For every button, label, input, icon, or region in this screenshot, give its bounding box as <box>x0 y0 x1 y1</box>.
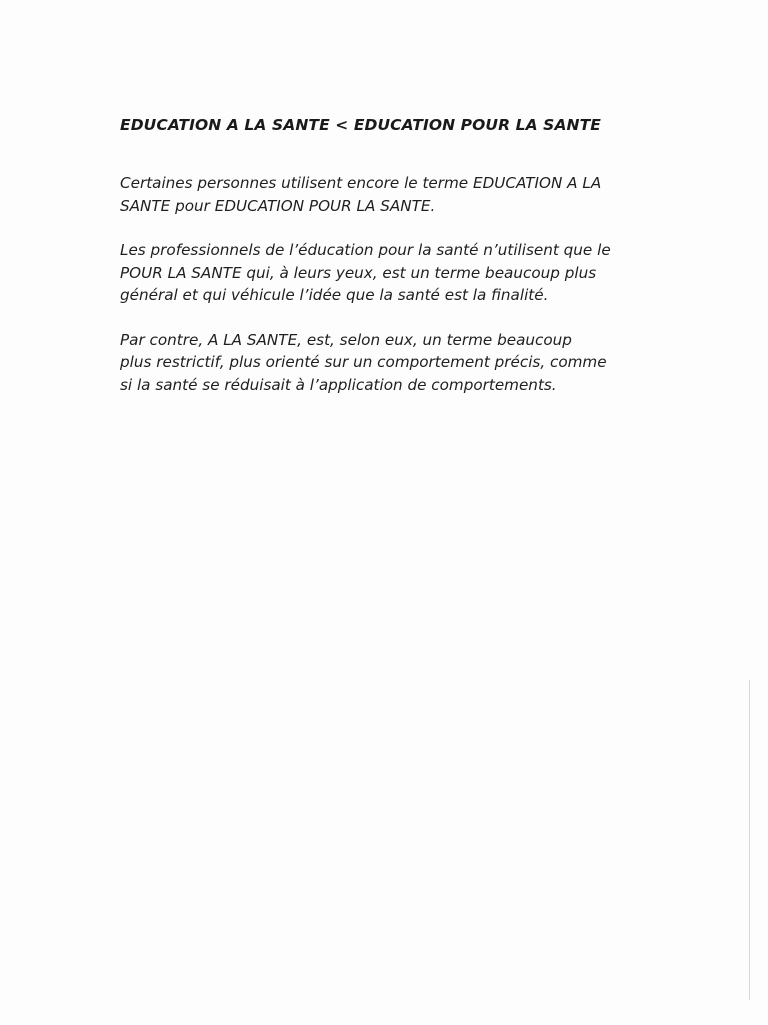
document-title: EDUCATION A LA SANTE < EDUCATION POUR LA SANTE <box>120 116 601 134</box>
scan-edge-line <box>749 680 750 1000</box>
paragraph-1 <box>120 172 680 217</box>
paragraph-line: Les professionnels de l’éducation pour la santé n’utilisent que le <box>120 241 611 259</box>
paragraph-3 <box>120 329 680 397</box>
paragraph-line: si la santé se réduisait à l’application de comportements. <box>120 375 557 394</box>
paragraph-line: Certaines personnes utilisent encore le terme EDUCATION A LA <box>120 174 602 192</box>
document-content <box>120 116 680 418</box>
paragraph-2 <box>120 239 680 307</box>
paragraph-line: général et qui véhicule l’idée que la santé est la finalité. <box>120 286 549 304</box>
paragraph-line: Par contre, A LA SANTE, est, selon eux, un terme beaucoup <box>120 330 572 349</box>
paragraph-line: POUR LA SANTE qui, à leurs yeux, est un terme beaucoup plus <box>120 263 597 282</box>
paragraph-line: plus restrictif, plus orienté sur un comportement précis, comme <box>120 353 607 371</box>
paragraph-line: SANTE pour EDUCATION POUR LA SANTE. <box>120 196 436 215</box>
